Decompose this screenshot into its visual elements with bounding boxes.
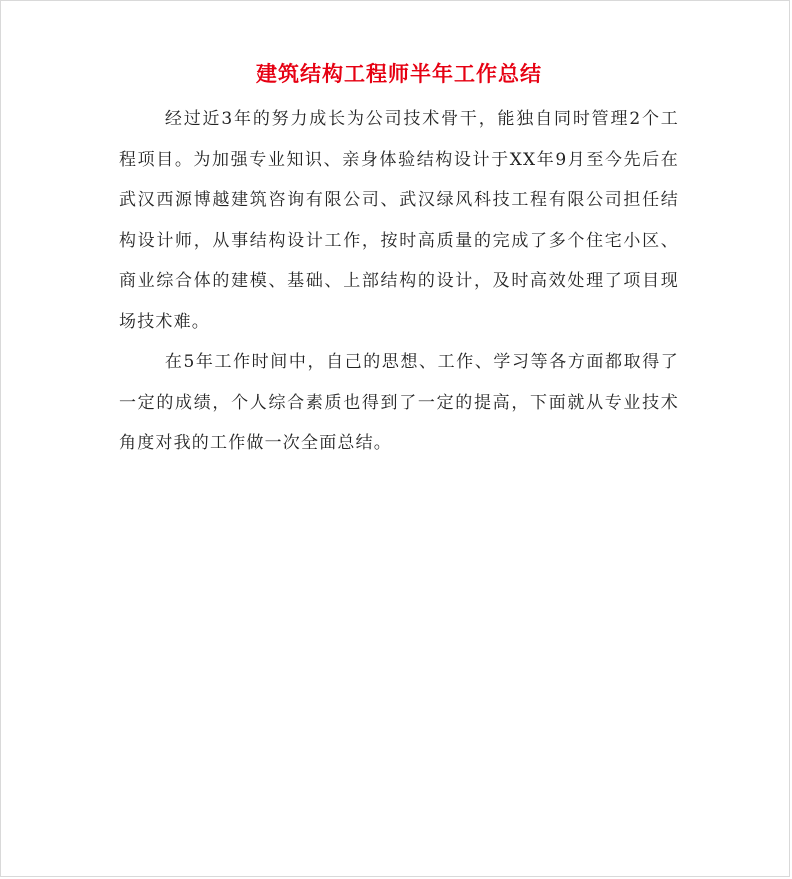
paragraph-1: 经过近3年的努力成长为公司技术骨干，能独自同时管理2个工程项目。为加强专业知识、亲身体验结构设计于XX年9月至今先后在武汉西源博越建筑咨询有限公司、武汉绿风科技工程有限公司担任结构设计师，从事结构设计工作，按时高质量的完成了多个住宅小区、商业综合体的建模、基础、上部结构的设计，及时高效处理了项目现场技术难。: [119, 109, 679, 332]
paragraph-2: 在5年工作时间中，自己的思想、工作、学习等各方面都取得了一定的成绩，个人综合素质也得到了一定的提高，下面就从专业技术角度对我的工作做一次全面总结。: [119, 352, 679, 453]
document-body: [119, 59, 679, 464]
document-title: 建筑结构工程师半年工作总结: [256, 62, 542, 86]
